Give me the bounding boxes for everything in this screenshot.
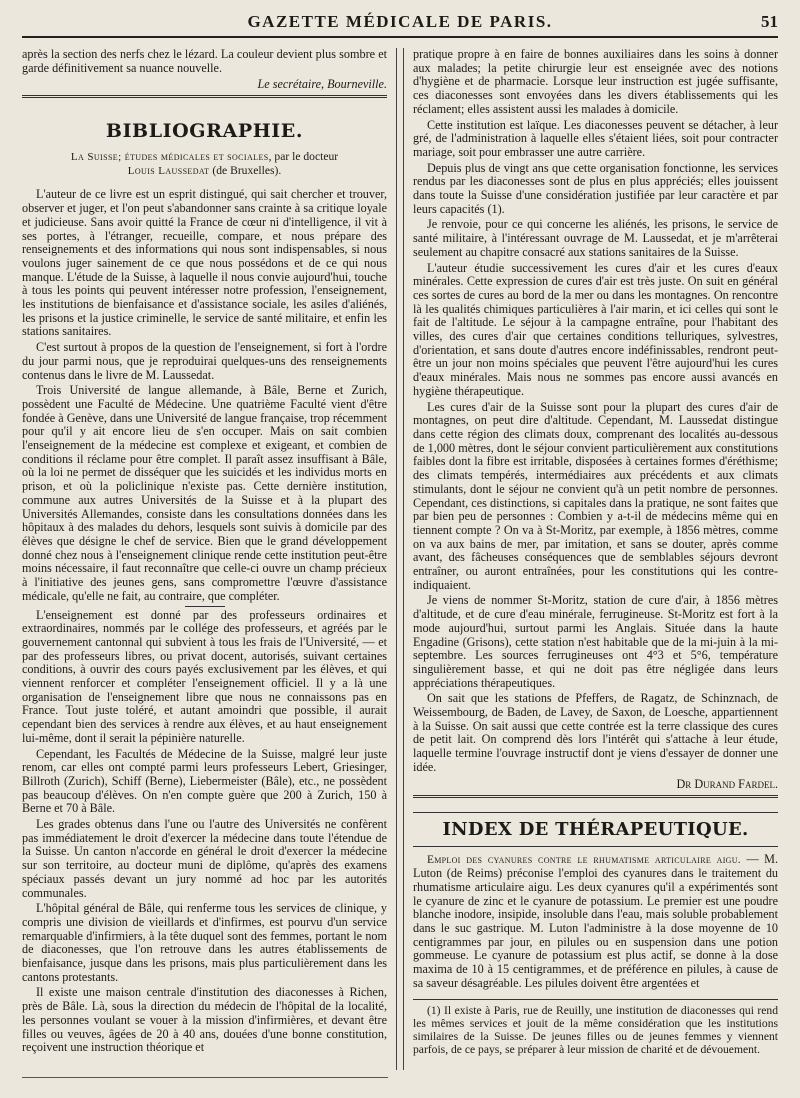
continued-paragraph: après la section des nerfs chez le lézard. La couleur devient plus sombre et garde définitivement sa nuance nouvelle. bbox=[22, 48, 388, 75]
section-divider bbox=[22, 95, 387, 98]
review-paragraph: Trois Université de langue allemande, à Bâle, Berne et Zurich, possèdent une Faculté de Médecine. Une quatrième Faculté vient d'être fondée à Genève, dans une Université de langue française, trop récemment pour qu'il y ait encore lieu de s'en occuper. Mais on sait combien l'enseignement de la médecine est complexe et exigeant, et combien de conditions il réclame pour être complet. Il paraît assez insuffisant à Bâle, où la loi ne permet de disséquer que les suicidés et les individus morts en prison, et où la policlinique n'existe pas. Cette dernière institution, commune aux autres Universités de la Suisse et à la plupart des Universités Allemandes, consiste dans les consultations données dans les hôpitaux à des malades du dehors, lesquels sont suivis à domicile par des élèves que désigne le chef de service. Bien que le grand développement donné chez nous à l'enseignement clinique rende cette institution peut-être moins nécessaire, il faut reconnaître que celle-ci ouvre un champ précieux à l'initiative des jeunes gens, sans compromettre l'œuvre d'assistance médicale, qu'elle ne fait, au contraire, que compléter. bbox=[22, 383, 388, 603]
index-entry-text: — M. Luton (de Reims) préconise l'emploi des cyanures dans le traitement du rhumatisme articulaire aigu. Les deux cyanures qu'il a expérimentés sont le cyanure de zinc et le cyanure de potassium. Le premier est une poudre blanche inodore, insipide, insoluble dans l'eau, mais soluble probablement dans le suc gastrique. M. Luton l'administre à la dose moyenne de 10 centigrammes par jour, en pilules ou en suspension dans une potion gommeuse. Le cyanure de potassium est plus actif, se donne à la dose maxima de 10 à 15 centigrammes, et de préférence en pilules, à cause de sa saveur désagréable. Les pilules doivent être argentées et bbox=[413, 851, 779, 990]
paragraph-divider bbox=[185, 606, 225, 607]
review-paragraph: L'auteur de ce livre est un esprit distingué, qui sait chercher et trouver, observer et juger, et l'on peut s'abandonner sans crainte à sa critique loyale et judicieuse. Sans avoir quitté la France de cœur ni d'intelligence, il vit à ses portes, à l'étranger, recueille, compare, et nous prépare des renseignements et des informations qui nous sont indispensables, si nous voulons juger sainement de ce que nous possédons et de ce qui nous manque. L'étude de la Suisse, à laquelle il nous convie aujourd'hui, touche à tous les points qui peuvent intéresser notre profession, l'enseignement, les institutions de bienfaisance et d'assistance sociale, les asiles d'aliénés, les prisons et la justice criminelle, le service de santé militaire, et enfin les stations sanitaires. bbox=[22, 187, 388, 339]
index-entry-title: Emploi des cyanures contre le rhumatisme articulaire aigu. bbox=[427, 853, 741, 866]
footnote-text: (1) Il existe à Paris, rue de Reuilly, une institution de diaconesses qui rend les mêmes services et jouit de la même considération que les institutions similaires de la Suisse. De jeunes filles ou de jeunes femmes y viennent parfois, de ce pays, se préparer à leur mission de charité et de dévouement. bbox=[413, 1003, 779, 1056]
book-place: (de Bruxelles). bbox=[209, 164, 282, 178]
review-paragraph: pratique propre à en faire de bonnes auxiliaires dans les soins à donner aux malades; la petite chirurgie leur est enseignée avec des notions d'hygiène et de pharmacie. Lorsque leur instruction est jugée suffisante, ces diaconesses sont envoyées dans les divers établissements qui les réclament; elles assistent aussi les malades à domicile. bbox=[413, 48, 779, 116]
footnote-divider bbox=[413, 999, 778, 1000]
author-signature: Dr Durand Fardel. bbox=[676, 776, 779, 791]
review-paragraph: L'enseignement est donné par des professeurs ordinaires et extraordinaires, nommés par le collége des professeurs, et agréés par le gouvernement cantonnal qui subvient à tous les frais de l'Université, — et par des professeurs libres, ou privat docent, autorisés, suivant certaines conditions, à ouvrir des cours payés exclusivement par les élèves, et qui viennent renforcer et compléter l'enseignement officiel. Il y a là une organisation de l'enseignement libre que nous ne connaissons pas en France. Tout juste toléré, et autant amoindri que possible, il aurait cependant bien des services à rendre aux élèves, et au haut enseignement lui-même, dont il serait la pépinière naturelle. bbox=[22, 607, 388, 745]
review-paragraph: L'hôpital général de Bâle, qui renferme tous les services de clinique, y compris une division de vieillards et d'infirmes, est pourvu d'un service remarquable d'infirmiers, à la tête duquel sont des femmes, portant le nom de diaconesses, que l'on retrouve dans les autres établissements de bienfaisance, jusque dans les prisons, mais plus particulièrement dans les cantons protestants. bbox=[22, 901, 388, 984]
right-column bbox=[413, 48, 778, 1070]
review-paragraph: C'est surtout à propos de la question de l'enseignement, si fort à l'ordre du jour parmi nous, que je reproduirai quelques-uns des renseignements contenus dans le livre de M. Laussedat. bbox=[22, 340, 388, 382]
running-header bbox=[22, 0, 778, 38]
page-number: 51 bbox=[761, 12, 778, 31]
review-paragraph: Cette institution est laïque. Les diaconesses peuvent se détacher, à leur gré, de l'administration à laquelle elles s'étaient liées, soit pour contracter mariage, soit pour embrasser une autre carrière. bbox=[413, 117, 779, 159]
review-paragraph: Il existe une maison centrale d'institution des diaconesses à Richen, près de Bâle. Là, sous la direction du médecin de l'hôpital de la localité, les personnes voulant se vouer à la mission d'infirmières, et devant être filles ou veuves, âgées de 20 à 40 ans, douées d'une bonne constitution, reçoivent une instruction théorique et bbox=[22, 985, 388, 1055]
review-paragraph: Je renvoie, pour ce qui concerne les aliénés, les prisons, le service de santé militaire, à l'intéressant ouvrage de M. Laussedat, et je m'arrêterai seulement au chapitre consacré aux stations sanitaires de la Suisse. bbox=[413, 217, 779, 259]
review-paragraph: Les grades obtenus dans l'une ou l'autre des Universités ne confèrent pas immédiatement le droit d'exercer la médecine dans toute l'étendue de la Suisse. Un canton n'accorde en général le droit d'exercer la médecine sur son territoire, au docteur muni de diplôme, qu'après des examens spéciaux passés devant un jury nommé ad hoc par les autorités communales. bbox=[22, 817, 388, 900]
footnote bbox=[413, 1004, 778, 1056]
review-paragraph: On sait que les stations de Pfeffers, de Ragatz, de Schinznach, de Weissembourg, de Baden, de Lavey, de Saxon, de Loesche, appartiennent à la Suisse. On sait aussi que cette contrée est la terre classique des cures de petit lait. On comprend dès lors l'intérêt qui s'attache à leur étude, laquelle termine l'ouvrage instructif dont je viens d'essayer de donner une idée. bbox=[413, 691, 779, 774]
review-paragraph: Les cures d'air de la Suisse sont pour la plupart des cures d'air de montagnes, on peut dire d'altitude. Cependant, M. Laussedat distingue dans cette région des climats doux, comprenant des localités au-dessous de 1,000 mètres, dont le séjour convient particulièrement aux constitutions faibles dont la fibre est irritable, disposées à certaines formes d'éréthisme; des climats tempérés, intermédiaires aux précédents et aux climats stimulants, dont le séjour ne convient qu'à un petit nombre de personnes. Cependant, ces distinctions, si capitales dans la pratique, ne sont faites que par bien peu de personnes : Combien y a-t-il de médecins même qui en tiennent compte ? On va à St-Moritz, par exemple, à 1856 mètres, comme on va aux bains de mer, par imitation, et sans se douter, après comme avant, des fâcheuses conséquences que de semblables séjours devront entraîner, ou auront entraînées, pour les constitutions qui les contre-indiquaient. bbox=[413, 399, 779, 592]
index-heading: INDEX DE THÉRAPEUTIQUE. bbox=[413, 812, 778, 847]
footer-rule bbox=[22, 1077, 388, 1078]
column-gutter-rule bbox=[396, 48, 404, 1070]
book-author: Louis Laussedat bbox=[127, 165, 210, 178]
index-entry bbox=[413, 853, 778, 991]
book-by: , par le docteur bbox=[268, 150, 339, 164]
book-reference bbox=[22, 150, 387, 178]
bibliographie-heading: BIBLIOGRAPHIE. bbox=[105, 120, 304, 143]
review-paragraph: Depuis plus de vingt ans que cette organisation fonctionne, les services rendus par les diaconesses sont de plus en plus appréciés; elles jouissent dans toute la Suisse d'une considération justifiée par leur caractère et par leurs capacités (1). bbox=[413, 160, 779, 216]
section-divider bbox=[413, 795, 778, 798]
review-paragraph: Je viens de nommer St-Moritz, station de cure d'air, à 1856 mètres d'altitude, et de cure d'eau minérale, ferrugineuse. St-Moritz est fort à la mode aujourd'hui, surtout parmi les Anglais. Située dans la haute Engadine (Grisons), cette station n'est habitable que de la mi-juin à la mi-septembre. Les sources ferrugineuses ont 4°3 et 5°6, température singulièrement basse, et qui ne doit pas être négligée dans leurs appréciations thérapeutiques. bbox=[413, 593, 779, 690]
running-title: GAZETTE MÉDICALE DE PARIS. bbox=[247, 12, 553, 31]
left-column bbox=[22, 48, 387, 1070]
book-title: La Suisse; études médicales et sociales bbox=[70, 151, 269, 164]
secretary-signature: Le secrétaire, Bourneville. bbox=[257, 77, 388, 92]
review-paragraph: Cependant, les Facultés de Médecine de la Suisse, malgré leur juste renom, car elles ont compté parmi leurs professeurs Lebert, Griesinger, Billroth (Zurich), Schiff (Berne), Liebermeister (Bâle), etc., ne possèdent pas beaucoup d'élèves. On n'en compte guère que 200 à Zurich, 150 à Berne et 70 à Bâle. bbox=[22, 746, 388, 816]
review-paragraph: L'auteur étudie successivement les cures d'air et les cures d'eaux minérales. Cette expression de cures d'air est très juste. On suit en général ces sortes de cures au bord de la mer ou dans les montagnes. On rencontre là les qualités chimiques particulières à l'air marin, et ici celles qui sont le fait de l'altitude. Le séjour à la campagne entraîne, pour l'habitant des villes, des cures d'air que certaines conditions telluriques, sylvestres, d'orientation, et sans doute d'autres encore indéfinissables, rendront peut-être un jour non moins spéciales que peuvent l'être aujourd'hui les cures d'eaux minérales. Mais nous ne sommes pas encore aussi avancés en hygiène thérapeutique. bbox=[413, 260, 779, 398]
two-column-body bbox=[22, 48, 778, 1070]
